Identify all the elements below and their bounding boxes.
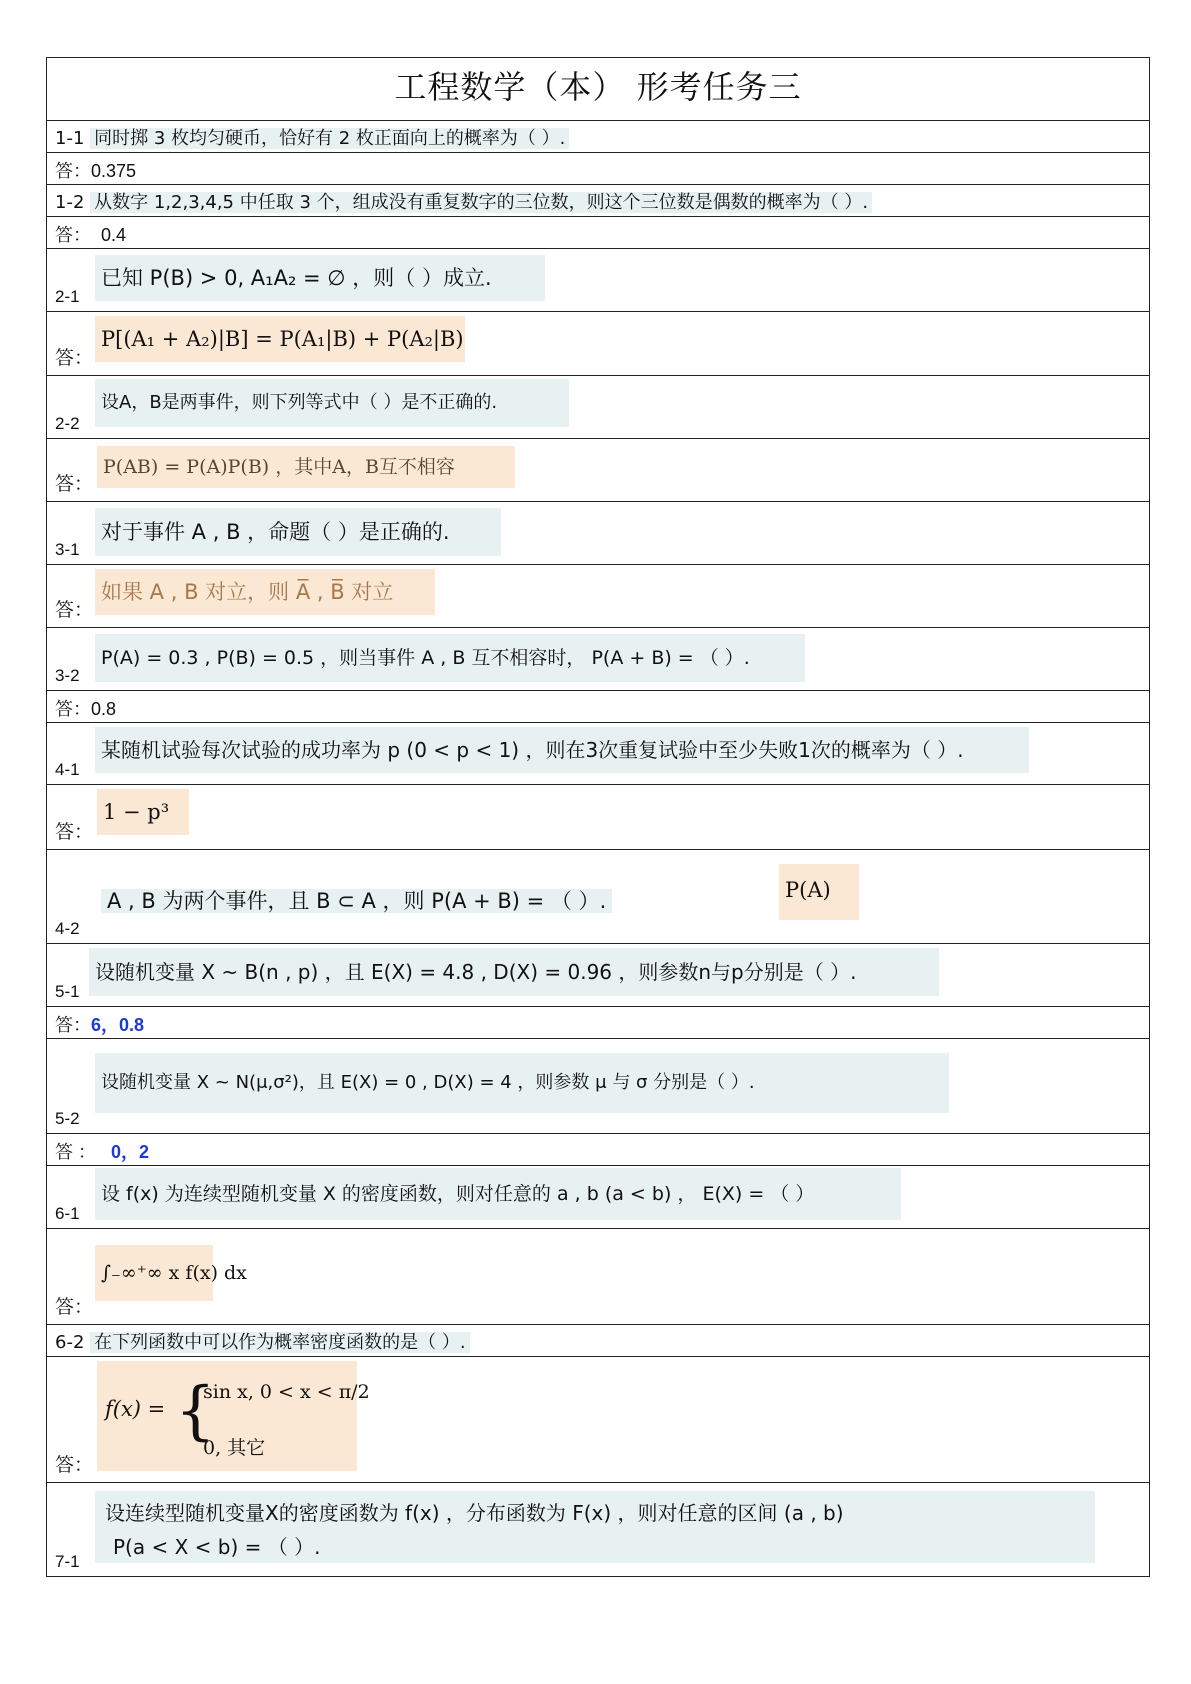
- question-row-6-2: [47, 1324, 1149, 1356]
- question-number: 1-1: [55, 128, 85, 149]
- question-row-3-1: [47, 501, 1149, 564]
- question-text: 设随机变量 X ~ N(μ,σ²)，且 E(X) = 0 , D(X) = 4 ，则参数 μ 与 σ 分别是（ ）.: [95, 1053, 949, 1113]
- question-text-line-2: P(a < X < b) = （ ）.: [113, 1535, 321, 1559]
- piecewise-brace: {: [175, 1374, 216, 1448]
- question-row-6-1: [47, 1165, 1149, 1228]
- question-number: 2-2: [55, 414, 80, 433]
- question-text: 已知 P(B) > 0, A₁A₂ = ∅ ，则（ ）成立.: [95, 255, 545, 301]
- answer-row-5-2: [47, 1133, 1149, 1165]
- answer-label: 答：: [55, 161, 91, 181]
- question-text: A , B 为两个事件，且 B ⊂ A ，则 P(A + B) = （ ）.: [101, 889, 612, 913]
- question-text-line-1: 设连续型随机变量X的密度函数为 f(x) ，分布函数为 F(x) ，则对任意的区间 (a , b): [105, 1501, 844, 1525]
- answer-row-5-1: [47, 1006, 1149, 1038]
- question-number: 6-1: [55, 1204, 80, 1223]
- answer-label: 答：: [55, 821, 94, 843]
- answer-label: 答：: [55, 699, 91, 719]
- answer-formula: P(AB) = P(A)P(B) ，其中A，B互不相容: [97, 446, 515, 488]
- answer-row-6-1: [47, 1228, 1149, 1324]
- question-row-2-1: [47, 248, 1149, 311]
- answer-label: 答：: [55, 1015, 91, 1035]
- page-title: 工程数学（本） 形考任务三: [394, 68, 802, 106]
- answer-row-2-2: [47, 438, 1149, 501]
- question-number: 5-2: [55, 1109, 80, 1128]
- question-number: 5-1: [55, 982, 80, 1001]
- answer-value: 0，2: [111, 1142, 150, 1162]
- question-number: 4-2: [55, 919, 80, 938]
- question-number: 3-1: [55, 540, 80, 559]
- question-number: 3-2: [55, 666, 80, 685]
- question-row-4-1: [47, 722, 1149, 784]
- question-row-4-2: [47, 849, 1149, 943]
- answer-row-1-2: [47, 216, 1149, 248]
- answer-row-3-2: [47, 690, 1149, 722]
- answer-piecewise-formula: [97, 1361, 370, 1471]
- question-text: 设 f(x) 为连续型随机变量 X 的密度函数，则对任意的 a , b (a < b) ， E(X) = （ ）: [95, 1168, 901, 1220]
- answer-row-3-1: [47, 564, 1149, 627]
- answer-value: 0.375: [91, 161, 137, 181]
- answer-row-1-1: [47, 152, 1149, 184]
- answer-row-6-2: [47, 1356, 1149, 1482]
- question-text: 从数字 1,2,3,4,5 中任取 3 个，组成没有重复数字的三位数，则这个三位数是偶数的概率为（ ）.: [90, 192, 872, 213]
- question-row-2-2: [47, 375, 1149, 438]
- answer-value: 0.8: [91, 699, 117, 719]
- answer-label: 答：: [55, 1454, 94, 1476]
- question-text: 某随机试验每次试验的成功率为 p (0 < p < 1) ，则在3次重复试验中至少失败1次的概率为（ ）.: [95, 727, 1029, 773]
- question-row-3-2: [47, 627, 1149, 690]
- question-text-block: [95, 1491, 1095, 1563]
- piecewise-case-2: 0, 其它: [203, 1437, 266, 1459]
- answer-formula: ∫₋∞⁺∞ x f(x) dx: [95, 1245, 213, 1301]
- question-text: 设随机变量 X ~ B(n , p) ，且 E(X) = 4.8 , D(X) = 0.96 ，则参数n与p分别是（ ）.: [89, 948, 939, 996]
- answer-label: 答：: [55, 599, 94, 621]
- question-number: 4-1: [55, 760, 80, 779]
- worksheet-table: [46, 57, 1150, 1577]
- question-number: 1-2: [55, 192, 85, 213]
- answer-label: 答：: [55, 225, 91, 245]
- piecewise-case-1: sin x, 0 < x < π/2: [203, 1381, 370, 1403]
- piecewise-lhs: f(x) =: [105, 1397, 166, 1421]
- answer-formula: 如果 A , B 对立，则 A̅ , B̅ 对立: [95, 569, 435, 615]
- answer-value: 0.4: [101, 225, 127, 245]
- answer-label: 答：: [55, 347, 94, 369]
- answer-row-4-1: [47, 784, 1149, 849]
- answer-formula: P(A): [779, 864, 859, 920]
- answer-label: 答：: [55, 473, 94, 495]
- question-number: 2-1: [55, 287, 80, 306]
- question-row-1-2: [47, 184, 1149, 216]
- question-row-5-2: [47, 1038, 1149, 1133]
- answer-row-2-1: [47, 311, 1149, 375]
- question-text: P(A) = 0.3 , P(B) = 0.5 ，则当事件 A , B 互不相容时， P(A + B) = （ ）.: [95, 634, 805, 682]
- question-text: 对于事件 A , B ，命题（ ）是正确的.: [95, 508, 501, 556]
- question-row-7-1: [47, 1482, 1149, 1576]
- answer-formula: 1 − p³: [97, 789, 189, 835]
- answer-value: 6，0.8: [91, 1015, 145, 1035]
- question-row-1-1: [47, 120, 1149, 152]
- answer-label: 答：: [55, 1296, 94, 1318]
- question-row-5-1: [47, 943, 1149, 1006]
- question-text: 在下列函数中可以作为概率密度函数的是（ ）.: [90, 1332, 469, 1353]
- question-text: 设A，B是两事件，则下列等式中（ ）是不正确的.: [95, 379, 569, 427]
- question-text: 同时掷 3 枚均匀硬币，恰好有 2 枚正面向上的概率为（ ）.: [90, 128, 569, 149]
- answer-label: 答 ：: [55, 1142, 97, 1162]
- question-number: 7-1: [55, 1552, 80, 1571]
- answer-formula: P[(A₁ + A₂)|B] = P(A₁|B) + P(A₂|B): [95, 316, 465, 362]
- question-number: 6-2: [55, 1332, 85, 1353]
